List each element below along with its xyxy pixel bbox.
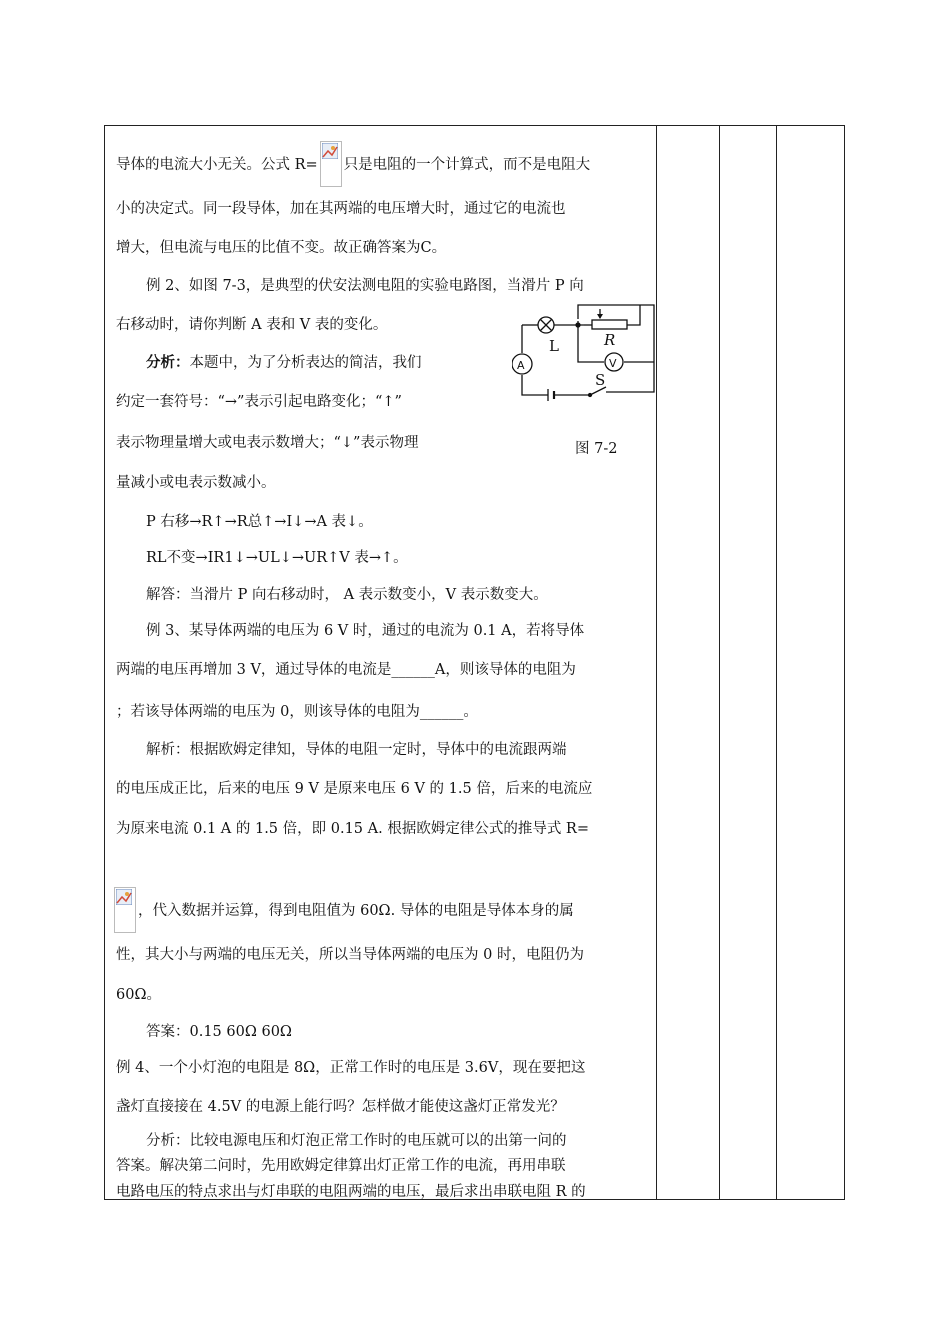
paragraph-line: ，代入数据并运算，得到电阻值为 60Ω. 导体的电阻是导体本身的属 xyxy=(116,887,574,933)
paragraph-line: 量减小或电表示数减小。 xyxy=(116,475,276,491)
paragraph-line: 表示物理量增大或电表示数增大；“↓”表示物理 xyxy=(116,435,419,451)
paragraph-line: 电路电压的特点求出与灯串联的电阻两端的电压，最后求出串联电阻 R 的 xyxy=(116,1184,586,1200)
table-column-divider xyxy=(656,125,657,1200)
table-column-divider xyxy=(719,125,720,1200)
rheostat-label: R xyxy=(604,331,616,349)
paragraph-line: 答案。解决第二问时，先用欧姆定律算出灯正常工作的电流，再用串联 xyxy=(116,1158,566,1174)
paragraph-line: 例 4、一个小灯泡的电阻是 8Ω，正常工作时的电压是 3.6V，现在要把这 xyxy=(116,1060,586,1076)
slider-pointer-icon xyxy=(597,314,603,319)
ammeter-label: A xyxy=(517,359,525,372)
voltmeter-label: V xyxy=(609,357,617,370)
paragraph-line: 性，其大小与两端的电压无关，所以当导体两端的电压为 0 时，电阻仍为 xyxy=(116,947,584,963)
paragraph-line: 小的决定式。同一段导体，加在其两端的电压增大时，通过它的电流也 xyxy=(116,201,566,217)
formula-image-icon xyxy=(114,887,136,933)
paragraph-line: RL不变→IR1↓→UL↓→UR↑V 表→↑。 xyxy=(146,550,408,566)
switch-label: S xyxy=(595,371,606,389)
paragraph-line: 导体的电流大小无关。公式 R= 只是电阻的一个计算式，而不是电阻大 xyxy=(116,141,590,187)
paragraph-line: 右移动时，请你判断 A 表和 V 表的变化。 xyxy=(116,317,388,333)
paragraph-line: 解答：当滑片 P 向右移动时， A 表示数变小，V 表示数变大。 xyxy=(146,587,548,603)
paragraph-line: 60Ω。 xyxy=(116,987,161,1003)
paragraph-line: 盏灯直接接在 4.5V 的电源上能行吗？怎样做才能使这盏灯正常发光？ xyxy=(116,1099,565,1115)
circuit-diagram xyxy=(512,303,658,409)
paragraph-line: 的电压成正比，后来的电压 9 V 是原来电压 6 V 的 1.5 倍，后来的电流应 xyxy=(116,781,593,797)
table-column-divider xyxy=(776,125,777,1200)
paragraph-line: 答案：0.15 60Ω 60Ω xyxy=(146,1024,292,1040)
paragraph-line: ；若该导体两端的电压为 0，则该导体的电阻为______。 xyxy=(116,704,478,720)
paragraph-line: 约定一套符号：“→”表示引起电路变化；“↑” xyxy=(116,394,402,410)
paragraph-line: 例 2、如图 7-3，是典型的伏安法测电阻的实验电路图，当滑片 P 向 xyxy=(146,278,584,294)
paragraph-line: 分析：本题中，为了分析表达的简洁，我们 xyxy=(146,354,422,371)
paragraph-line: 为原来电流 0.1 A 的 1.5 倍，即 0.15 A. 根据欧姆定律公式的推导式 R= xyxy=(116,821,590,837)
paragraph-line: 分析：比较电源电压和灯泡正常工作时的电压就可以的出第一问的 xyxy=(146,1133,567,1149)
paragraph-line: 例 3、某导体两端的电压为 6 V 时，通过的电流为 0.1 A，若将导体 xyxy=(146,623,585,639)
paragraph-line: 解析：根据欧姆定律知，导体的电阻一定时，导体中的电流跟两端 xyxy=(146,742,567,758)
paragraph-line: P 右移→R↑→R总↑→I↓→A 表↓。 xyxy=(146,514,373,530)
figure-caption: 图 7-2 xyxy=(575,441,618,457)
lamp-label: L xyxy=(549,337,559,355)
paragraph-line: 两端的电压再增加 3 V，通过导体的电流是______A，则该导体的电阻为 xyxy=(116,662,576,678)
paragraph-line: 增大，但电流与电压的比值不变。故正确答案为C。 xyxy=(116,240,447,256)
formula-image-icon xyxy=(320,141,342,187)
